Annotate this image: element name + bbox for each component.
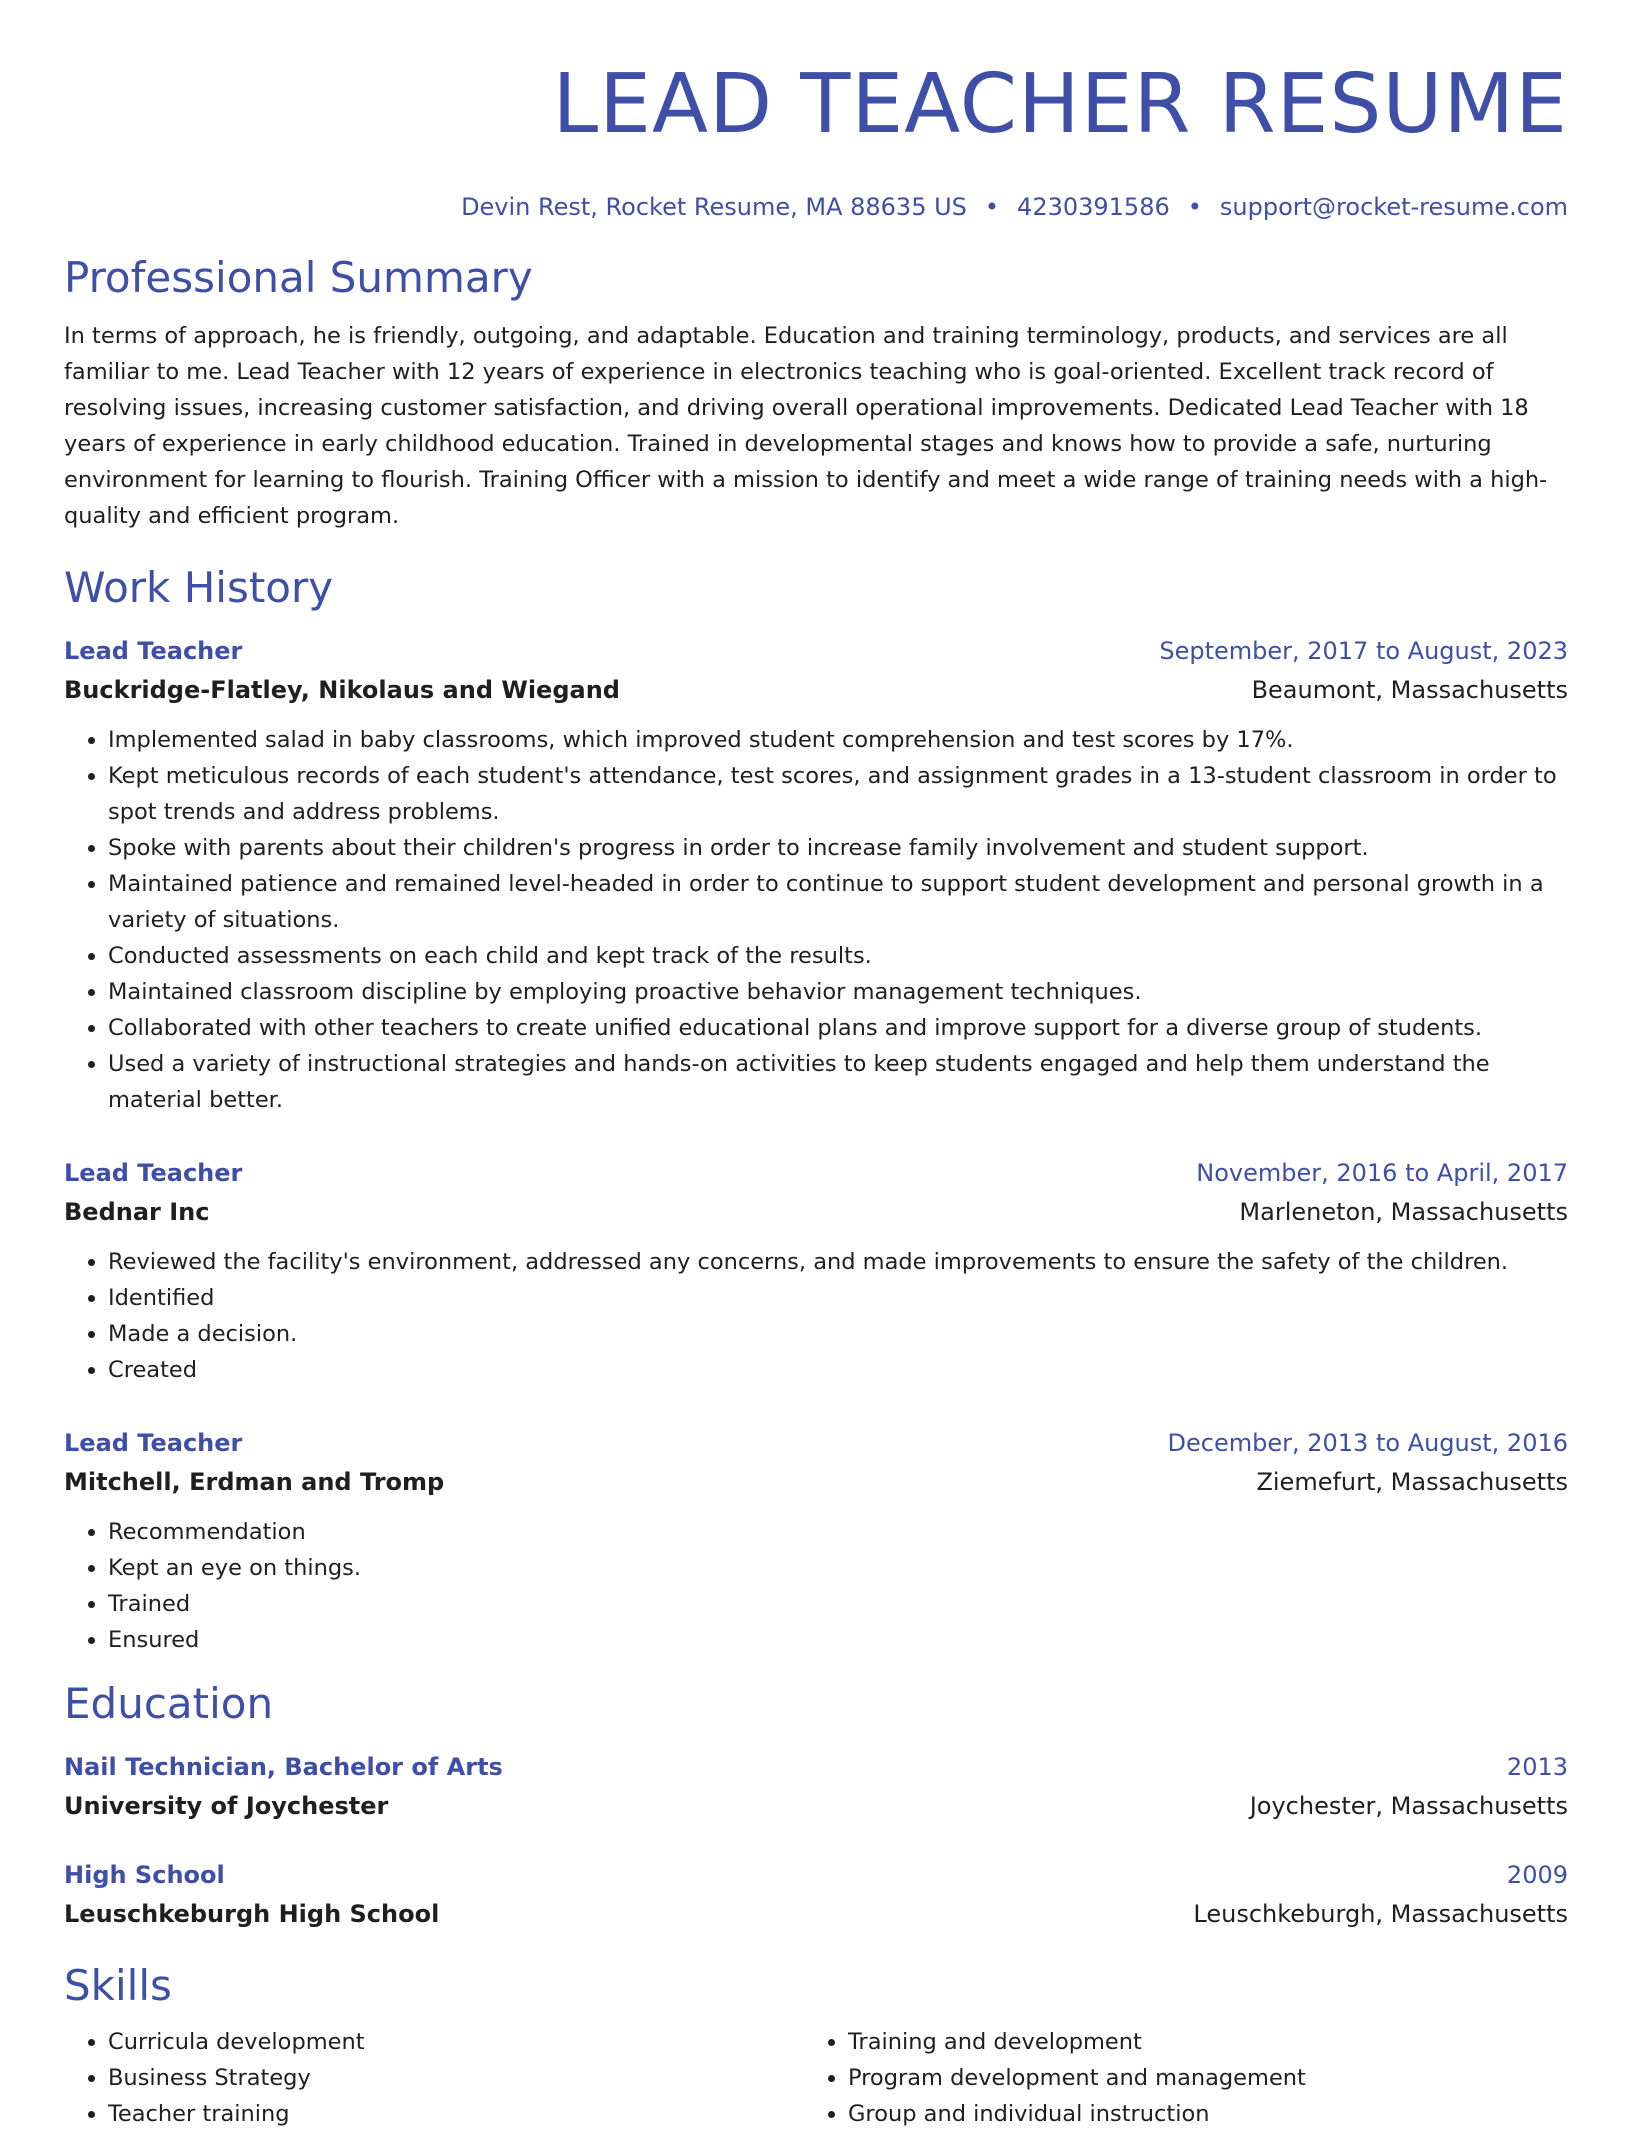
job-bullets	[64, 1244, 1568, 1388]
education-heading: Education	[64, 1679, 274, 1728]
skills-column-left	[64, 2024, 804, 2132]
skill-item: • Teacher training	[108, 2096, 804, 2132]
education-school-row	[64, 1786, 1568, 1826]
skills-list	[64, 2024, 1568, 2132]
contact-address: Devin Rest, Rocket Resume, MA 88635 US	[461, 193, 967, 221]
job-bullet: • Spoke with parents about their children's progress in order to increase family involvement and student support.	[108, 830, 1568, 866]
job-bullet: • Kept meticulous records of each student's attendance, test scores, and assignment grades in a 13-student classroom in order to spot trends and address problems.	[108, 758, 1568, 830]
job-dates: November, 2016 to April, 2017	[1196, 1159, 1568, 1187]
education-entry	[64, 1856, 1568, 1934]
job-company: Bednar Inc	[64, 1198, 210, 1226]
job-company-row	[64, 670, 1568, 710]
job-entry	[64, 1154, 1568, 1388]
job-bullet: • Conducted assessments on each child and kept track of the results.	[108, 938, 1568, 974]
job-location: Ziemefurt, Massachusetts	[1256, 1468, 1568, 1496]
job-bullet: • Maintained patience and remained level-headed in order to continue to support student development and personal growth in a variety of situations.	[108, 866, 1568, 938]
job-bullet: • Used a variety of instructional strategies and hands-on activities to keep students engaged and help them understand the material better.	[108, 1046, 1568, 1118]
job-title: Lead Teacher	[64, 637, 243, 665]
education-school: University of Joychester	[64, 1792, 389, 1820]
summary-text: In terms of approach, he is friendly, outgoing, and adaptable. Education and training terminology, products, and services are all familiar to me. Lead Teacher with 12 years of experience in electronics teaching who is goal-oriented. Excellent track record of resolving issues, increasing customer satisfaction, and driving overall operational improvements. Dedicated Lead Teacher with 18 years of experience in early childhood education. Trained in developmental stages and knows how to provide a safe, nurturing environment for learning to flourish. Training Officer with a mission to identify and meet a wide range of training needs with a high-quality and efficient program.	[64, 323, 1548, 529]
job-bullet: • Made a decision.	[108, 1316, 1568, 1352]
education-school: Leuschkeburgh High School	[64, 1900, 440, 1928]
job-bullets	[64, 1514, 1568, 1658]
skill-item: • Training and development	[848, 2024, 1544, 2060]
job-company-row	[64, 1192, 1568, 1232]
job-bullet: • Reviewed the facility's environment, addressed any concerns, and made improvements to ensure the safety of the children.	[108, 1244, 1568, 1280]
education-header-row	[64, 1856, 1568, 1894]
summary-heading: Professional Summary	[64, 253, 533, 302]
skills-column-right	[804, 2024, 1544, 2132]
education-degree: High School	[64, 1861, 225, 1889]
education-degree: Nail Technician, Bachelor of Arts	[64, 1753, 503, 1781]
separator-dot: •	[1187, 193, 1202, 221]
job-bullet: • Maintained classroom discipline by employing proactive behavior management techniques.	[108, 974, 1568, 1010]
job-dates: September, 2017 to August, 2023	[1159, 637, 1568, 665]
job-header-row	[64, 1154, 1568, 1192]
education-entry	[64, 1748, 1568, 1826]
job-bullet: • Ensured	[108, 1622, 1568, 1658]
job-bullet: • Trained	[108, 1586, 1568, 1622]
contact-line	[64, 192, 1568, 222]
education-location: Leuschkeburgh, Massachusetts	[1193, 1900, 1568, 1928]
education-year: 2009	[1506, 1861, 1568, 1889]
job-location: Beaumont, Massachusetts	[1251, 676, 1568, 704]
job-bullets	[64, 722, 1568, 1118]
job-header-row	[64, 632, 1568, 670]
education-year: 2013	[1506, 1753, 1568, 1781]
job-bullet: • Identified	[108, 1280, 1568, 1316]
education-header-row	[64, 1748, 1568, 1786]
job-company: Buckridge-Flatley, Nikolaus and Wiegand	[64, 676, 620, 704]
job-bullet: • Recommendation	[108, 1514, 1568, 1550]
skill-item: • Business Strategy	[108, 2060, 804, 2096]
contact-email[interactable]: support@rocket-resume.com	[1219, 193, 1568, 221]
job-bullet: • Collaborated with other teachers to create unified educational plans and improve support for a diverse group of students.	[108, 1010, 1568, 1046]
job-bullet: • Implemented salad in baby classrooms, which improved student comprehension and test scores by 17%.	[108, 722, 1568, 758]
job-bullet: • Kept an eye on things.	[108, 1550, 1568, 1586]
education-location: Joychester, Massachusetts	[1249, 1792, 1568, 1820]
job-bullet: • Created	[108, 1352, 1568, 1388]
separator-dot: •	[984, 193, 1000, 221]
contact-phone[interactable]: 4230391586	[1017, 193, 1170, 221]
skills-heading: Skills	[64, 1961, 172, 2010]
job-dates: December, 2013 to August, 2016	[1167, 1429, 1568, 1457]
skill-item: • Group and individual instruction	[848, 2096, 1544, 2132]
job-header-row	[64, 1424, 1568, 1462]
job-company-row	[64, 1462, 1568, 1502]
education-school-row	[64, 1894, 1568, 1934]
skill-item: • Program development and management	[848, 2060, 1544, 2096]
work-history-heading: Work History	[64, 563, 334, 612]
job-entry	[64, 632, 1568, 1118]
job-title: Lead Teacher	[64, 1159, 243, 1187]
job-company: Mitchell, Erdman and Tromp	[64, 1468, 445, 1496]
job-entry	[64, 1424, 1568, 1658]
resume-title: LEAD TEACHER RESUME	[552, 57, 1568, 152]
job-location: Marleneton, Massachusetts	[1239, 1198, 1568, 1226]
job-title: Lead Teacher	[64, 1429, 243, 1457]
skill-item: • Curricula development	[108, 2024, 804, 2060]
